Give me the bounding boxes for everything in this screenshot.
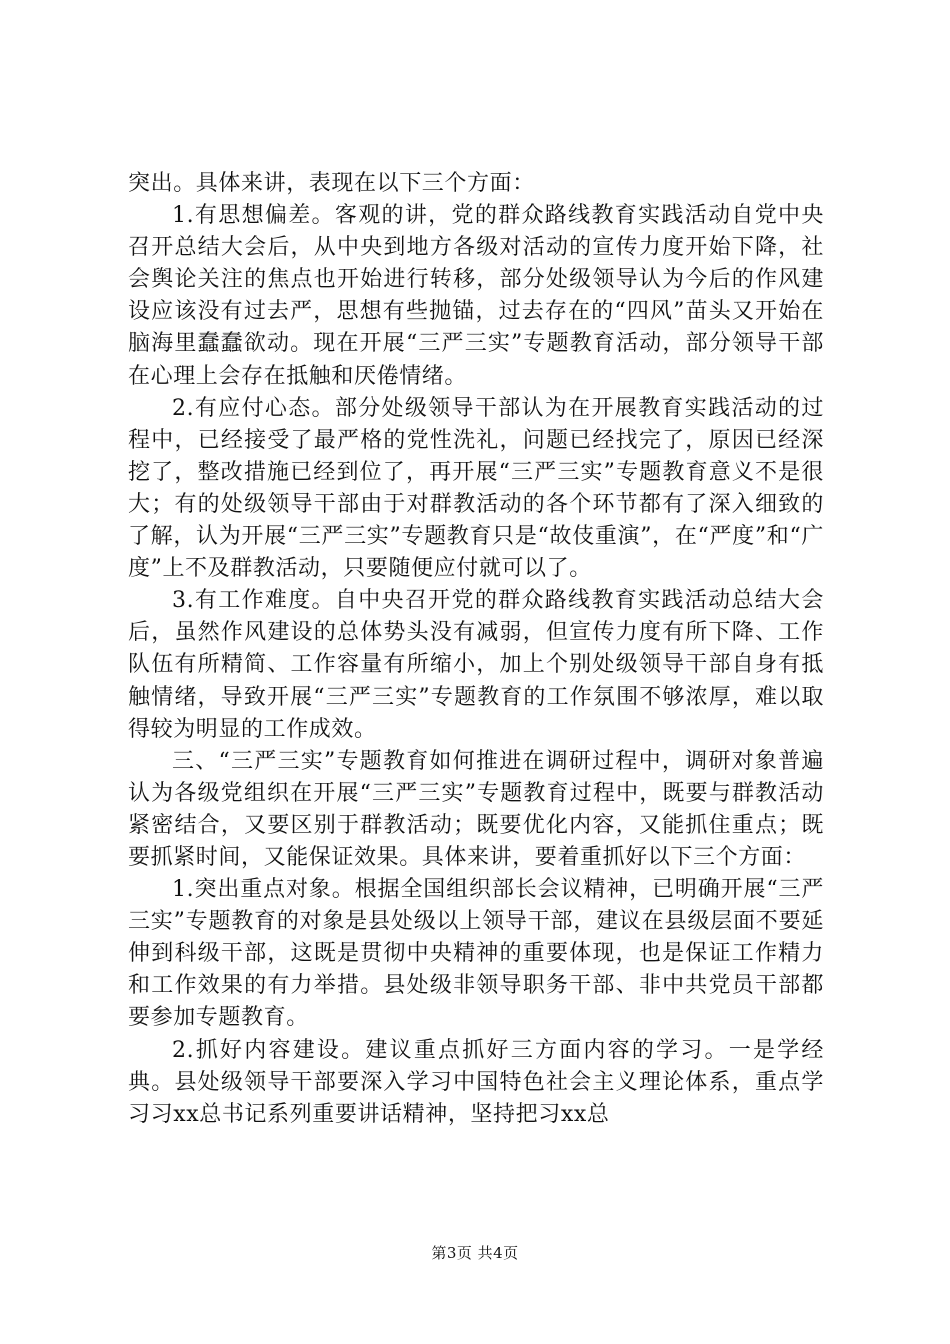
section-heading-paragraph: 三、“三严三实”专题教育如何推进在调研过程中，调研对象普遍认为各级党组织在开展“三严三实”专题教育过程中，既要与群教活动紧密结合，又要区别于群教活动；既要优化内容，又能抓住重点；既要抓紧时间，又能保证效果。具体来讲，要着重抓好以下三个方面： [128,748,824,870]
paragraph-key-targets: 1.突出重点对象。根据全国组织部长会议精神，已明确开展“三严三实”专题教育的对象是县处级以上领导干部，建议在县级层面不要延伸到科级干部，这既是贯彻中央精神的重要体现，也是保证工作精力和工作效果的有力举措。县处级非领导职务干部、非中共党员干部都要参加专题教育。 [128,877,824,1031]
paragraph-continuation: 突出。具体来讲，表现在以下三个方面： [128,171,535,196]
paragraph-ideological-deviation: 1.有思想偏差。客观的讲，党的群众路线教育实践活动自党中央召开总结大会后，从中央到地方各级对活动的宣传力度开始下降，社会舆论关注的焦点也开始进行转移，部分处级领导认为今后的作风建设应该没有过去严，思想有些抛锚，过去存在的“四风”苗头又开始在脑海里蠢蠢欲动。现在开展“三严三实”专题教育活动，部分领导干部在心理上会存在抵触和厌倦情绪。 [128,203,824,389]
page-footer: 第3页 共4页 [431,1244,519,1262]
paragraph-content-building: 2.抓好内容建设。建议重点抓好三方面内容的学习。一是学经典。县处级领导干部要深入学习中国特色社会主义理论体系，重点学习习xx总书记系列重要讲话精神，坚持把习xx总 [128,1037,824,1127]
document-body [128,168,824,1131]
paragraph-perfunctory-attitude: 2.有应付心态。部分处级领导干部认为在开展教育实践活动的过程中，已经接受了最严格的党性洗礼，问题已经找完了，原因已经深挖了，整改措施已经到位了，再开展“三严三实”专题教育意义不是很大；有的处级领导干部由于对群教活动的各个环节都有了深入细致的了解，认为开展“三严三实”专题教育只是“故伎重演”，在“严度”和“广度”上不及群教活动，只要随便应付就可以了。 [128,395,824,582]
paragraph-work-difficulty: 3.有工作难度。自中央召开党的群众路线教育实践活动总结大会后，虽然作风建设的总体势头没有减弱，但宣传力度有所下降、工作队伍有所精简、工作容量有所缩小，加上个别处级领导干部自身有抵触情绪，导致开展“三严三实”专题教育的工作氛围不够浓厚，难以取得较为明显的工作成效。 [128,588,824,742]
